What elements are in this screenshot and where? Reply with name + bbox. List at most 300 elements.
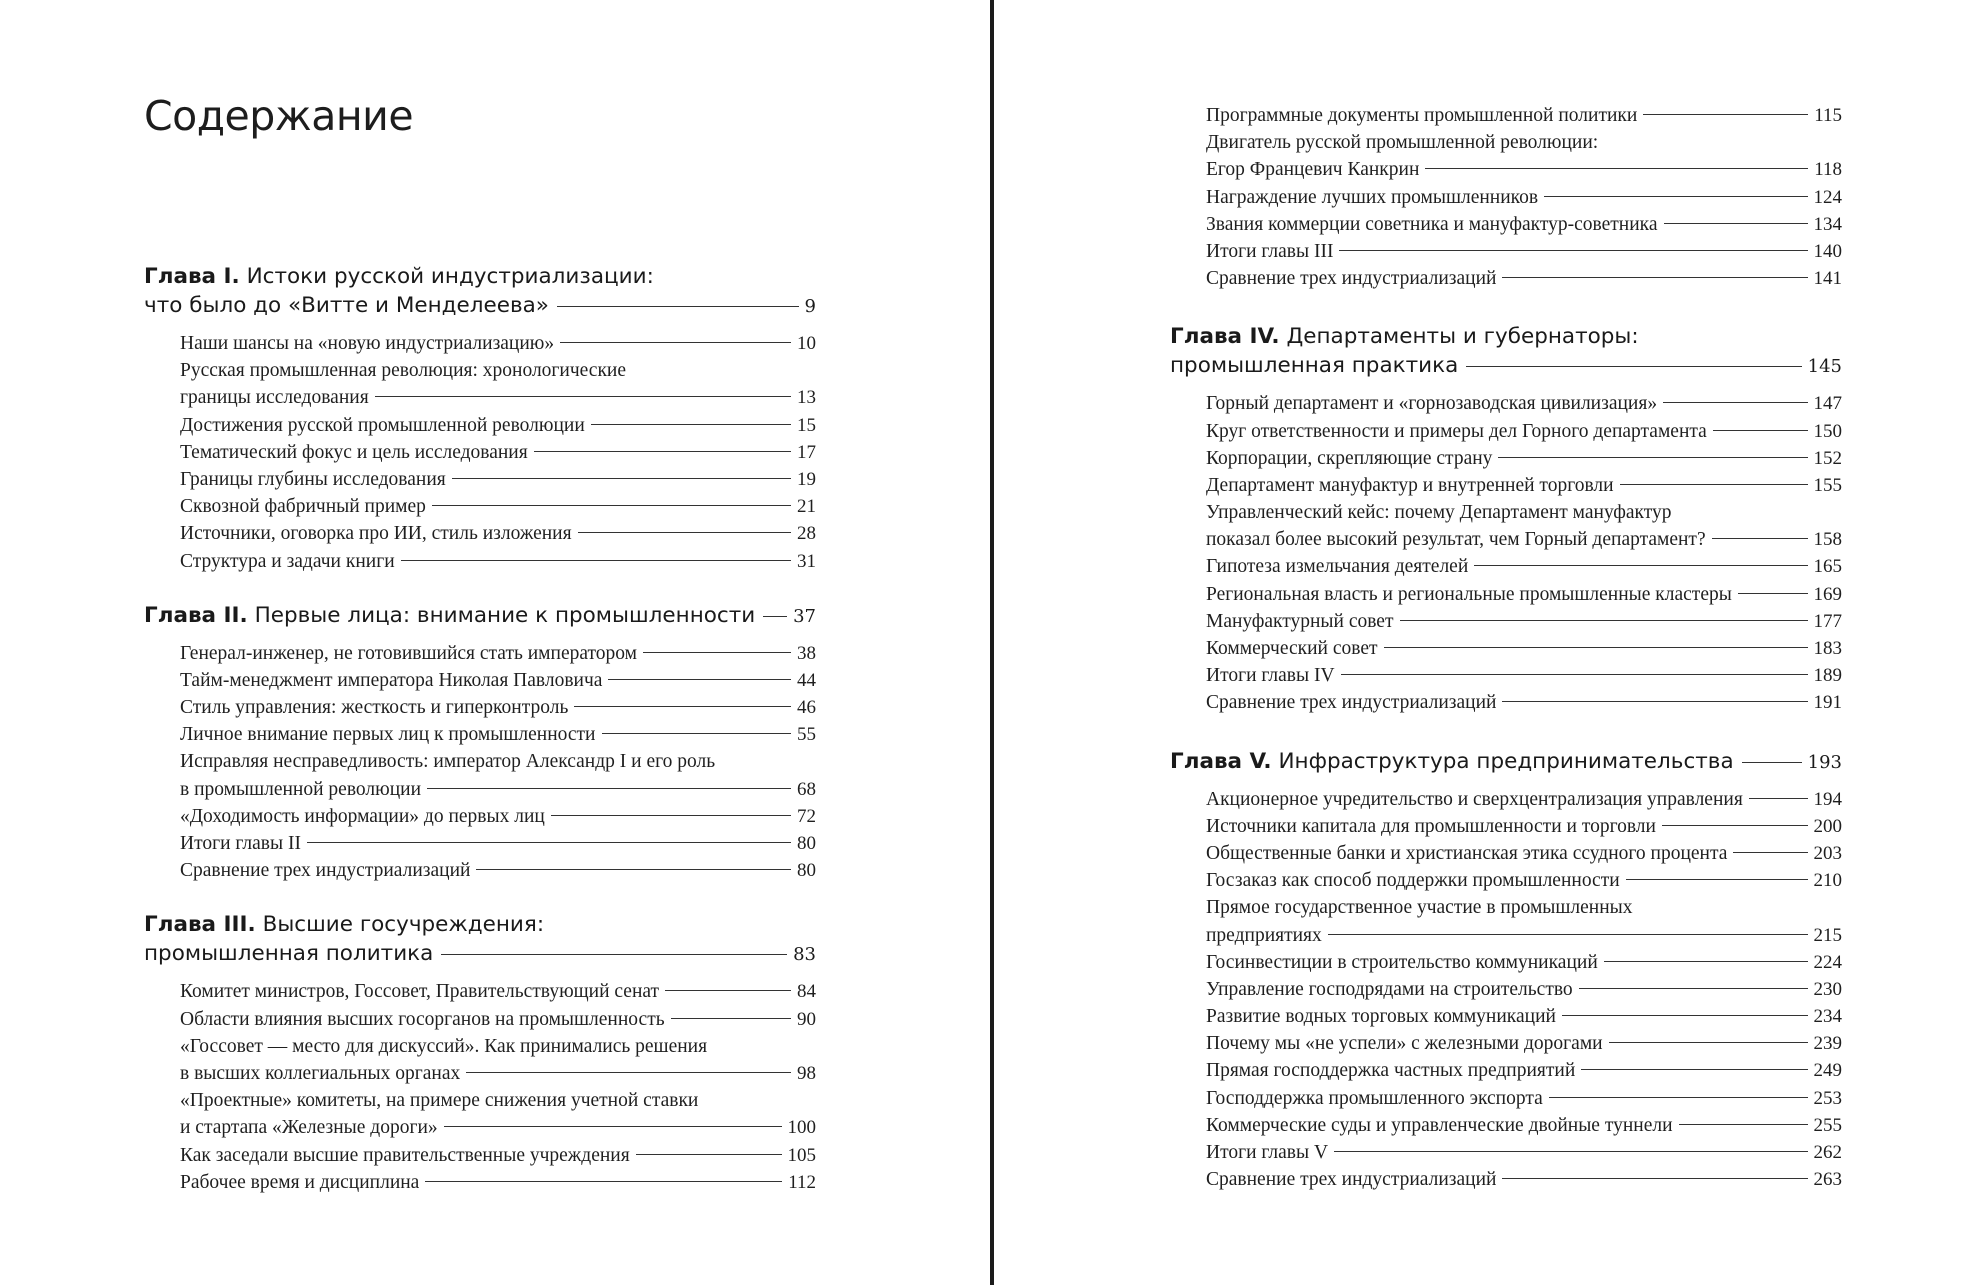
toc-entry-title-line: Двигатель русской промышленной революции: (1206, 132, 1599, 154)
toc-entry-row (180, 1169, 816, 1196)
toc-entry-title: Награждение лучших промышленников (1206, 186, 1539, 208)
toc-entry (1206, 265, 1842, 292)
toc-entry-title: Почему мы «не успели» с железными дорогами (1206, 1033, 1603, 1055)
page-number: 155 (1813, 474, 1842, 496)
dot-leader (1502, 1178, 1807, 1179)
dot-leader (534, 451, 791, 452)
toc-entry-title: Достижения русской промышленной революции (180, 414, 585, 436)
toc-entry-row (1206, 1057, 1842, 1084)
chapter-label: Глава IV. (1170, 324, 1280, 350)
dot-leader (1425, 168, 1808, 169)
toc-entry-title: Региональная власть и региональные промышленные кластеры (1206, 583, 1732, 605)
toc-entry-title: Коммерческий совет (1206, 638, 1378, 659)
toc-entry-title: Наши шансы на «новую индустриализацию» (180, 333, 555, 354)
toc-entry (180, 1142, 816, 1169)
chapter-title: промышленная политика (144, 941, 434, 967)
dot-leader (307, 842, 791, 843)
page-number: 224 (1813, 951, 1842, 973)
toc-entry-title: Сравнение трех индустриализаций (1206, 692, 1497, 714)
chapter-label: Глава III. (144, 912, 256, 938)
dot-leader (591, 424, 791, 425)
toc-entry-row (180, 384, 816, 411)
toc-entry (180, 694, 816, 721)
dot-leader (1609, 1042, 1808, 1043)
toc-entry-title: Структура и задачи книги (180, 550, 395, 572)
dot-leader (425, 1181, 782, 1182)
toc-entry-title: Источники, оговорка про ИИ, стиль изложения (180, 523, 572, 545)
dot-leader (466, 1072, 791, 1073)
chapter-title-row (144, 291, 816, 320)
chapter-title: Инфраструктура предпринимательства (1278, 748, 1734, 774)
page-number: 262 (1813, 1142, 1842, 1163)
chapter-heading (1170, 322, 1842, 380)
chapter-entries (1170, 786, 1842, 1194)
page-number: 169 (1813, 583, 1842, 605)
toc-entry-title: Звания коммерции советника и мануфактур-советника (1206, 213, 1658, 235)
chapter-heading (1170, 747, 1842, 776)
chapter-title: Первые лица: внимание к промышленности (254, 602, 756, 628)
toc-entry-title: Развитие водных торговых коммуникаций (1206, 1006, 1556, 1028)
toc-entry-row (1206, 1085, 1842, 1112)
chapter-entries (144, 640, 816, 885)
toc-entry-row (180, 721, 816, 748)
page-number: 72 (797, 805, 816, 827)
toc-entry-title: границы исследования (180, 387, 369, 409)
toc-entry-title-line: Русская промышленная революция: хронологические (180, 360, 627, 382)
toc-entry (1206, 1003, 1842, 1030)
dot-leader (1663, 402, 1807, 403)
page-number: 263 (1813, 1169, 1842, 1191)
toc-title: Содержание (144, 92, 414, 140)
dot-leader (608, 679, 791, 680)
toc-entry (1206, 418, 1842, 445)
dot-leader (476, 869, 791, 870)
dot-leader (1502, 277, 1807, 278)
toc-entry (1206, 1166, 1842, 1193)
dot-leader (763, 616, 787, 617)
chapter-heading (144, 910, 816, 968)
toc-entry-row (180, 1060, 816, 1087)
toc-entry-title: предприятиях (1206, 924, 1322, 946)
toc-entry-row (180, 667, 816, 694)
toc-entry-row (1206, 1166, 1842, 1193)
chapter-title-line (144, 262, 816, 291)
page-number: 105 (787, 1144, 816, 1166)
page-number: 165 (1813, 556, 1842, 578)
page-number: 249 (1813, 1060, 1842, 1082)
dot-leader (452, 478, 791, 479)
dot-leader (1713, 430, 1808, 431)
dot-leader (1662, 825, 1808, 826)
dot-leader (1339, 250, 1807, 251)
toc-entry (1206, 102, 1842, 129)
dot-leader (1738, 593, 1808, 594)
chapter-title: что было до «Витте и Менделеева» (144, 293, 549, 318)
toc-entry-title: Гипотеза измельчания деятелей (1206, 556, 1469, 578)
page-number: 84 (797, 981, 816, 1003)
toc-entry-row (1206, 102, 1842, 129)
dot-leader (1341, 674, 1808, 675)
dot-leader (1502, 701, 1807, 702)
toc-entry-row (1206, 265, 1842, 292)
toc-entry-row (1206, 156, 1842, 183)
page-number: 239 (1813, 1033, 1842, 1055)
toc-entry (1206, 813, 1842, 840)
page-number: 158 (1813, 529, 1842, 551)
dot-leader (432, 505, 791, 506)
toc-entry-title: Личное внимание первых лиц к промышленности (180, 724, 596, 746)
toc-entry-row (180, 330, 816, 357)
dot-leader (1544, 196, 1807, 197)
dot-leader (1498, 457, 1807, 458)
toc-entry (180, 803, 816, 830)
chapter-title: Департаменты и губернаторы: (1286, 324, 1639, 350)
toc-entry-title: Сравнение трех индустриализаций (1206, 268, 1497, 290)
toc-entry (1206, 238, 1842, 265)
toc-entry (1206, 581, 1842, 608)
toc-entry-row (1206, 840, 1842, 867)
page-number: 10 (797, 333, 816, 354)
toc-entry-row (1206, 184, 1842, 211)
toc-entry-title: в промышленной революции (180, 778, 421, 800)
page-number: 80 (797, 833, 816, 854)
dot-leader (1749, 798, 1808, 799)
toc-entry-title: «Доходимость информации» до первых лиц (180, 805, 545, 827)
chapter-label: Глава II. (144, 602, 248, 628)
toc-entry-title-line: «Проектные» комитеты, на примере снижения учетной ставки (180, 1090, 699, 1112)
toc-entry-title: Стиль управления: жесткость и гиперконтроль (180, 697, 569, 719)
right-toc-column (1170, 102, 1842, 1193)
dot-leader (557, 306, 799, 307)
toc-entry-row (180, 466, 816, 493)
toc-entry-title: Рабочее время и дисциплина (180, 1171, 420, 1193)
toc-entry-title: Егор Францевич Канкрин (1206, 159, 1420, 181)
toc-entry-row (1206, 1112, 1842, 1139)
toc-entry-row (180, 439, 816, 466)
toc-entry (1206, 553, 1842, 580)
page-number: 98 (797, 1062, 816, 1084)
toc-entry-title: Сквозной фабричный пример (180, 496, 426, 518)
dot-leader (1733, 852, 1807, 853)
toc-entry (1206, 1139, 1842, 1166)
page-number: 17 (797, 441, 816, 463)
toc-entry-title: Программные документы промышленной политики (1206, 105, 1638, 126)
toc-entry-title: Госзаказ как способ поддержки промышленности (1206, 870, 1620, 892)
section-gap (1170, 292, 1842, 322)
toc-entry-title: в высших коллегиальных органах (180, 1062, 461, 1084)
page-number: 193 (1807, 751, 1842, 773)
toc-entry-title: Управление господрядами на строительство (1206, 978, 1573, 1000)
toc-entry-row (1206, 662, 1842, 689)
dot-leader (1712, 538, 1808, 539)
toc-entry-row (1206, 608, 1842, 635)
toc-entry-title-line: Управленческий кейс: почему Департамент мануфактур (1206, 502, 1672, 524)
dot-leader (1581, 1069, 1807, 1070)
toc-entry (180, 439, 816, 466)
toc-entry-title: Господдержка промышленного экспорта (1206, 1087, 1543, 1109)
toc-entry-title: Генерал-инженер, не готовившийся стать императором (180, 642, 637, 664)
page-number: 141 (1813, 268, 1842, 290)
toc-entry-row (1206, 1139, 1842, 1166)
toc-entry-title: Границы глубины исследования (180, 468, 446, 490)
toc-entry (1206, 976, 1842, 1003)
page-number: 183 (1813, 638, 1842, 659)
toc-entry (1206, 1030, 1842, 1057)
toc-entry-row (1206, 867, 1842, 894)
toc-entry-row (180, 412, 816, 439)
toc-entry-row (180, 1006, 816, 1033)
toc-entry-row (1206, 976, 1842, 1003)
page-number: 150 (1813, 420, 1842, 442)
page-number: 80 (797, 860, 816, 882)
dot-leader (1620, 484, 1808, 485)
toc-entry-row (180, 978, 816, 1005)
toc-entry-title: Тематический фокус и цель исследования (180, 441, 528, 463)
page-number: 68 (797, 778, 816, 800)
page-number: 15 (797, 414, 816, 436)
page-number: 253 (1813, 1087, 1842, 1109)
toc-entry (1206, 129, 1842, 183)
page-number: 118 (1814, 159, 1842, 181)
toc-entry-row (180, 520, 816, 547)
toc-entry (180, 830, 816, 857)
page-number: 19 (797, 468, 816, 490)
toc-entry-title: Итоги главы III (1206, 240, 1334, 262)
toc-entry (1206, 211, 1842, 238)
dot-leader (551, 815, 791, 816)
toc-entry-row (180, 857, 816, 884)
toc-entry-row (180, 776, 816, 803)
chapter-title-row (1170, 351, 1842, 380)
toc-entry (180, 466, 816, 493)
toc-entry-title: Как заседали высшие правительственные учреждения (180, 1144, 630, 1166)
toc-entry-title-line: Прямое государственное участие в промышленных (1206, 897, 1633, 919)
toc-entry-title: Сравнение трех индустриализаций (1206, 1169, 1497, 1191)
toc-entry-row (180, 640, 816, 667)
toc-entry-title-line: Исправляя несправедливость: император Александр I и его роль (180, 751, 716, 773)
toc-entry (180, 548, 816, 575)
dot-leader (1742, 762, 1802, 763)
page-number: 124 (1813, 186, 1842, 208)
page-number: 203 (1813, 842, 1842, 864)
dot-leader (671, 1018, 791, 1019)
dot-leader (1549, 1097, 1808, 1098)
toc-entry-row (180, 1114, 816, 1141)
toc-entry (1206, 499, 1842, 553)
toc-entry-row (1206, 390, 1842, 417)
toc-entry (180, 330, 816, 357)
chapter-title-row (144, 939, 816, 968)
toc-entry-title: Корпорации, скрепляющие страну (1206, 447, 1493, 469)
chapter-entries (144, 330, 816, 575)
dot-leader (1384, 647, 1808, 648)
page-number: 134 (1813, 213, 1842, 235)
chapter-entries (144, 978, 816, 1196)
toc-entry-title: Госинвестиции в строительство коммуникаций (1206, 951, 1598, 973)
section-gap (1170, 717, 1842, 747)
toc-entry-row (1206, 786, 1842, 813)
toc-entry (180, 667, 816, 694)
chapter-label: Глава I. (144, 264, 240, 289)
chapter-entries (1170, 390, 1842, 716)
toc-entry (1206, 445, 1842, 472)
chapter-label: Глава V. (1170, 748, 1272, 774)
toc-entry (1206, 867, 1842, 894)
page-number: 55 (797, 724, 816, 746)
page-number: 189 (1813, 665, 1842, 687)
page-number: 234 (1813, 1006, 1842, 1028)
toc-entry-row (180, 493, 816, 520)
dot-leader (1474, 565, 1807, 566)
section-gap (144, 884, 816, 910)
page-number: 177 (1813, 610, 1842, 632)
dot-leader (427, 788, 791, 789)
chapter-heading (144, 262, 816, 320)
chapter-heading (144, 601, 816, 630)
dot-leader (574, 706, 791, 707)
toc-entry (1206, 662, 1842, 689)
toc-entry (1206, 1085, 1842, 1112)
page-number: 13 (797, 387, 816, 409)
toc-entry-row (1206, 1003, 1842, 1030)
toc-entry-row (180, 548, 816, 575)
toc-entry-row (1206, 949, 1842, 976)
toc-entry (180, 721, 816, 748)
toc-entry-row (1206, 635, 1842, 662)
page-number: 147 (1813, 393, 1842, 415)
toc-entry-title: Комитет министров, Госсовет, Правительствующий сенат (180, 981, 660, 1003)
toc-entry-row (1206, 238, 1842, 265)
page-number: 200 (1813, 815, 1842, 837)
page-number: 83 (793, 944, 816, 966)
toc-entry-title: Мануфактурный совет (1206, 610, 1394, 632)
page-number: 37 (793, 605, 816, 627)
chapter-title-line (1170, 322, 1842, 351)
dot-leader (602, 733, 792, 734)
page-number: 115 (1814, 105, 1842, 126)
toc-entry-row (1206, 472, 1842, 499)
dot-leader (375, 396, 791, 397)
page-number: 140 (1813, 240, 1842, 262)
toc-entry-title: Общественные банки и христианская этика ссудного процента (1206, 842, 1728, 864)
page-number: 230 (1813, 978, 1842, 1000)
toc-entry (1206, 390, 1842, 417)
dot-leader (444, 1126, 782, 1127)
dot-leader (1466, 366, 1801, 367)
toc-entry-title: Итоги главы II (180, 833, 301, 854)
dot-leader (1679, 1124, 1808, 1125)
toc-entry (1206, 1057, 1842, 1084)
toc-entry-title: Тайм-менеджмент императора Николая Павловича (180, 669, 603, 691)
toc-entry-title: Источники капитала для промышленности и торговли (1206, 815, 1656, 837)
section-gap (144, 575, 816, 601)
page-number: 210 (1813, 870, 1842, 892)
chapter-title: промышленная практика (1170, 353, 1459, 379)
dot-leader (665, 990, 791, 991)
dot-leader (643, 652, 791, 653)
page-number: 215 (1813, 924, 1842, 946)
toc-entry (1206, 472, 1842, 499)
toc-entry-row (180, 803, 816, 830)
toc-entry-title: Итоги главы IV (1206, 665, 1335, 687)
dot-leader (578, 532, 791, 533)
page-number: 31 (797, 550, 816, 572)
dot-leader (1328, 934, 1808, 935)
toc-entry (180, 1006, 816, 1033)
chapter-title-row (144, 601, 816, 630)
dot-leader (1664, 223, 1808, 224)
page-number: 152 (1813, 447, 1842, 469)
page-number: 28 (797, 523, 816, 545)
toc-entry (1206, 786, 1842, 813)
toc-entry (180, 1087, 816, 1141)
toc-entry-title-line: «Госсовет — место для дискуссий». Как принимались решения (180, 1035, 708, 1057)
toc-entry-title: Круг ответственности и примеры дел Горного департамента (1206, 420, 1707, 442)
page-number: 44 (797, 669, 816, 691)
toc-entry-row (1206, 922, 1842, 949)
toc-entry-title: Прямая господдержка частных предприятий (1206, 1060, 1576, 1082)
toc-entry (1206, 1112, 1842, 1139)
dot-leader (1626, 879, 1808, 880)
toc-entry-title: Департамент мануфактур и внутренней торговли (1206, 474, 1614, 496)
dot-leader (401, 560, 791, 561)
page-number: 145 (1807, 356, 1842, 378)
toc-entry-row (180, 1142, 816, 1169)
page-number: 90 (797, 1008, 816, 1030)
page-number: 100 (787, 1117, 816, 1139)
toc-entry-row (1206, 813, 1842, 840)
toc-entry-row (1206, 553, 1842, 580)
chapter-title-row (1170, 747, 1842, 776)
dot-leader (636, 1154, 782, 1155)
chapter-title: Истоки русской индустриализации: (246, 264, 654, 289)
toc-entry-row (1206, 211, 1842, 238)
dot-leader (1643, 114, 1808, 115)
toc-entry-row (1206, 1030, 1842, 1057)
page-number: 191 (1813, 692, 1842, 714)
toc-entry (1206, 840, 1842, 867)
toc-entry-title: Сравнение трех индустриализаций (180, 860, 471, 882)
chapter-title-line (144, 910, 816, 939)
page-number: 38 (797, 642, 816, 664)
toc-entry (180, 357, 816, 411)
page-number: 46 (797, 697, 816, 719)
toc-entry (180, 520, 816, 547)
page-number: 9 (804, 296, 816, 317)
toc-entry (180, 857, 816, 884)
toc-entry (180, 978, 816, 1005)
dot-leader (1604, 961, 1808, 962)
dot-leader (441, 954, 787, 955)
toc-entry (1206, 949, 1842, 976)
toc-entry-title: Акционерное учредительство и сверхцентрализация управления (1206, 788, 1743, 810)
toc-entry-title: Области влияния высших госорганов на промышленность (180, 1008, 665, 1030)
page-number: 194 (1813, 788, 1842, 810)
dot-leader (1579, 988, 1808, 989)
toc-entry (180, 640, 816, 667)
toc-entry (1206, 689, 1842, 716)
toc-entry-row (1206, 581, 1842, 608)
toc-entry-row (1206, 418, 1842, 445)
page-number: 21 (797, 496, 816, 518)
dot-leader (1334, 1151, 1807, 1152)
dot-leader (1400, 620, 1808, 621)
page-number: 255 (1813, 1114, 1842, 1136)
toc-entry-title: Коммерческие суды и управленческие двойные туннели (1206, 1114, 1673, 1136)
continued-entries (1170, 102, 1842, 292)
toc-entry-title: и стартапа «Железные дороги» (180, 1117, 438, 1139)
left-toc-column (144, 262, 816, 1196)
